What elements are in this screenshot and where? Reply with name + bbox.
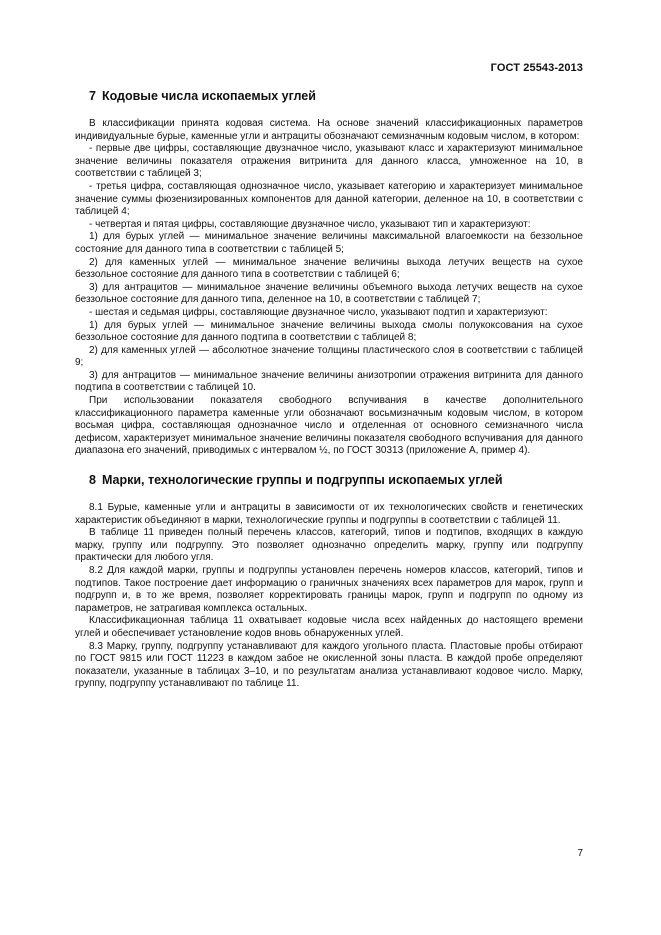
section-8-body bbox=[75, 502, 583, 691]
paragraph: 1) для бурых углей — минимальное значение величины максимальной влагоемкости на беззольное состояние для данного типа в соответствии с таблицей 5; bbox=[75, 231, 583, 255]
paragraph: 3) для антрацитов — минимальное значение величины объемного выхода летучих веществ на сухое беззольное состояние для данного типа, деленное на 10, в соответствии с таблицей 7; bbox=[75, 281, 583, 306]
paragraph: - первые две цифры, составляющие двузначное число, указывают класс и характеризуют минимальное значение величины показателя отражения витринита для данного класса, умноженное на 10, в соответствии с таблицей 3; bbox=[75, 143, 583, 180]
paragraph: 8.3 Марку, группу, подгруппу устанавливают для каждого угольного пласта. Пластовые пробы отбирают по ГОСТ 9815 или ГОСТ 11223 в каждом забое не окисленной зоны пласта. В каждой пробе определяют показатели, указанные в таблицах 3–10, и по результатам анализа устанавливают кодовое число. Марку, группу, подгруппу устанавливают по таблице 11. bbox=[75, 640, 583, 690]
paragraph: 8.1 Бурые, каменные угли и антрациты в зависимости от их технологических свойств и генетических характеристик объединяют в марки, технологические группы и подгруппы в соответствии с таблицей 11. bbox=[75, 502, 583, 526]
paragraph: 2) для каменных углей — абсолютное значение толщины пластического слоя в соответствии с таблицей 9; bbox=[75, 344, 583, 369]
section-8-heading bbox=[89, 472, 583, 488]
paragraph: В таблице 11 приведен полный перечень классов, категорий, типов и подтипов, входящих в каждую марку, группу или подгруппу. Это позволяет однозначно определить марку, группу или подгруппу практически для любого угля. bbox=[75, 527, 583, 564]
paragraph: 2) для каменных углей — минимальное значение величины выхода летучих веществ на сухое беззольное состояние для данного типа в соответствии с таблицей 6; bbox=[75, 256, 583, 281]
paragraph: В классификации принята кодовая система. На основе значений классификационных параметров индивидуальные бурые, каменные угли и антрациты обозначают семизначным кодовым числом, в котором: bbox=[75, 118, 583, 142]
section-7-body bbox=[75, 118, 583, 458]
standard-designation: ГОСТ 25543-2013 bbox=[490, 62, 583, 74]
paragraph: - третья цифра, составляющая однозначное число, указывает категорию и характеризует минимальное значение суммы фюзенизированных компонентов для данной категории, деленное на 10, в соответствии с таблицей 4; bbox=[75, 180, 583, 218]
section-7-heading bbox=[89, 88, 583, 104]
section-8-number: 8 bbox=[89, 473, 96, 488]
paragraph: 1) для бурых углей — минимальное значение величины выхода смолы полукоксования на сухое беззольное состояние для данного подтипа в соответствии с таблицей 8; bbox=[75, 319, 583, 344]
section-8-title: Марки, технологические группы и подгруппы ископаемых углей bbox=[101, 473, 503, 488]
paragraph: - четвертая и пятая цифры, составляющие двузначное число, указывают тип и характеризуют: bbox=[89, 218, 531, 230]
paragraph: При использовании показателя свободного вспучивания в качестве дополнительного классификационного параметра каменные угли обозначают восьмизначным кодовым числом, в котором восьмая цифра, составляющая однозначное число и отделенная от основного семизначного числа дефисом, характеризует минимальное значение величины показателя свободного вспучивания для данного диапазона его значений, приводимых с интервалом ½, по ГОСТ 30313 (приложение А, пример 4). bbox=[75, 395, 583, 457]
section-7-number: 7 bbox=[89, 89, 96, 103]
paragraph: - шестая и седьмая цифры, составляющие двузначное число, указывают подтип и характеризуют: bbox=[89, 306, 548, 318]
section-7-title: Кодовые числа ископаемых углей bbox=[101, 89, 316, 103]
paragraph: 3) для антрацитов — минимальное значение величины анизотропии отражения витринита для данного подтипа в соответствии с таблицей 10. bbox=[75, 369, 583, 394]
paragraph: Классификационная таблица 11 охватывает кодовые числа всех найденных до настоящего времени углей и обеспечивает установление кодов вновь обнаруженных углей. bbox=[75, 615, 583, 639]
page-number: 7 bbox=[577, 848, 583, 859]
paragraph: 8.2 Для каждой марки, группы и подгруппы установлен перечень номеров классов, категорий, типов и подтипов. Такое построение дает информацию о граничных значениях всех параметров для марок, групп и подгрупп и, в то же время, позволяет корректировать границы марок, групп и подгрупп по одному из параметров, не затрагивая комплекса остальных. bbox=[75, 565, 583, 614]
document-body bbox=[75, 88, 583, 691]
